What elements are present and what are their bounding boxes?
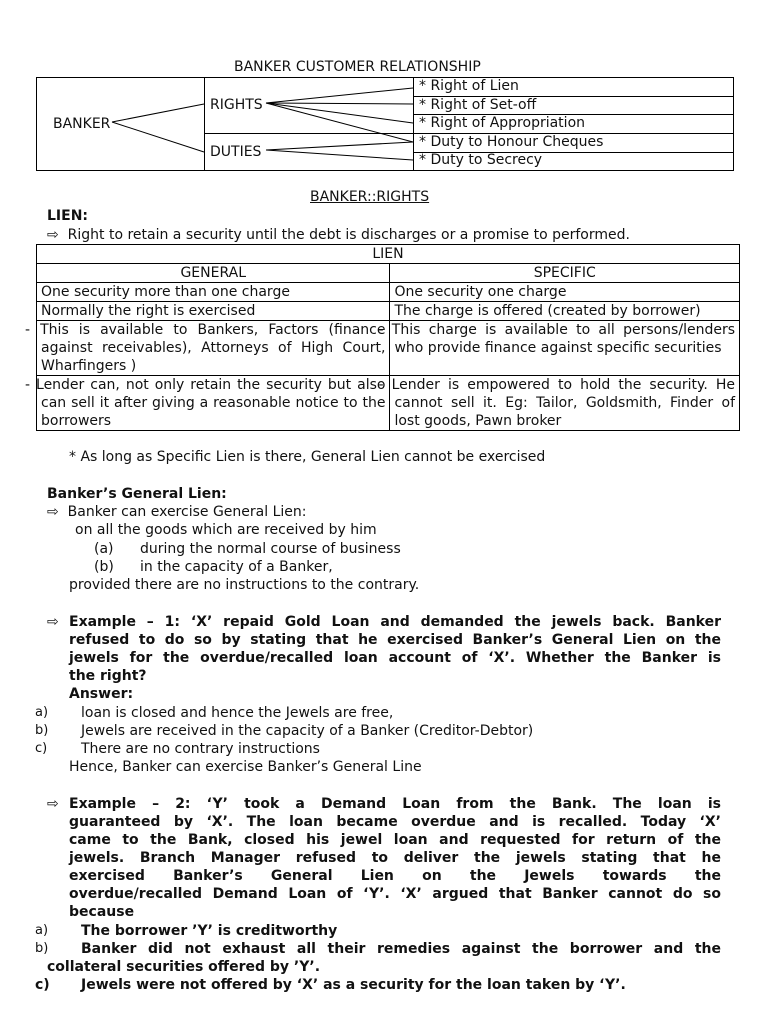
general-lien-a-text: during the normal course of business <box>140 541 401 557</box>
page-title: BANKER CUSTOMER RELATIONSHIP <box>234 59 481 75</box>
diagram-item: * Right of Set-off <box>419 97 537 113</box>
diagram-duties-label: DUTIES <box>210 144 262 160</box>
table-row <box>37 376 740 431</box>
table-caption-row <box>37 245 740 264</box>
diagram-banker-label: BANKER <box>53 116 111 132</box>
answer-label: c) <box>35 741 48 756</box>
example2-c-text: Jewels were not offered by ‘X’ as a security for the loan taken by ‘Y’. <box>81 977 626 993</box>
table-row <box>37 283 740 302</box>
table-caption: LIEN <box>37 245 740 264</box>
example2-line: guaranteed by ‘X’. The loan became overdue and is recalled. Today ‘X’ <box>69 814 721 830</box>
table-cell: - This is available to Bankers, Factors (finance against receivables), Attorneys of High Court, Wharfingers ) <box>37 321 390 376</box>
example2-b-text: Banker did not exhaust all their remedies against the borrower and the <box>81 941 721 957</box>
example2-c-label: c) <box>35 977 50 993</box>
connector-banker-duties <box>112 122 204 152</box>
diagram-item: * Right of Lien <box>419 78 519 94</box>
general-lien-heading: Banker’s General Lien: <box>47 486 227 502</box>
table-row <box>37 302 740 321</box>
column-header: GENERAL <box>37 264 390 283</box>
general-lien-a-label: (a) <box>94 541 114 557</box>
example1-line: refused to do so by stating that he exercised Banker’s General Lien on the <box>69 632 721 648</box>
answer-label: b) <box>35 723 49 738</box>
example2-line: jewels. Branch Manager refused to deliver the jewels stating that he <box>69 850 721 866</box>
answer-text: Jewels are received in the capacity of a Banker (Creditor-Debtor) <box>81 723 534 739</box>
general-lien-line1-text: Banker can exercise General Lien: <box>67 504 307 520</box>
diagram-outer-box <box>37 78 734 171</box>
example2-line: Example – 2: ‘Y’ took a Demand Loan from the Bank. The loan is <box>69 796 721 812</box>
table-cell: - This charge is available to all persons/lenders who provide finance against specific securities <box>390 321 740 376</box>
arrow-right-icon: ⇨ <box>47 614 59 630</box>
diagram-item: * Duty to Honour Cheques <box>419 134 604 150</box>
table-cell: One security one charge <box>390 283 740 302</box>
example2-line: overdue/recalled Demand Loan of ‘Y’. ‘X’ argued that Banker cannot do so <box>69 886 721 902</box>
diagram-lines <box>0 0 768 180</box>
example2-a-label: a) <box>35 923 49 938</box>
example1-conclusion: Hence, Banker can exercise Banker’s General Line <box>69 759 422 775</box>
example2-b-text-cont: collateral securities offered by ’Y’. <box>47 959 321 975</box>
example2-b-label: b) <box>35 941 49 956</box>
general-lien-b-text: in the capacity of a Banker, <box>140 559 333 575</box>
diagram-item: * Duty to Secrecy <box>419 152 543 168</box>
connector-banker-rights <box>112 104 204 122</box>
table-cell: One security more than one charge <box>37 283 390 302</box>
example1-line: the right? <box>69 668 147 684</box>
table-cell: - Lender can, not only retain the security but also can sell it after giving a reasonable notice to the borrowers <box>37 376 390 431</box>
arrow-right-icon: ⇨ <box>47 504 59 520</box>
general-lien-b-label: (b) <box>94 559 114 575</box>
example2-line: exercised Banker’s General Lien on the Jewels towards the <box>69 868 721 884</box>
answer-text: There are no contrary instructions <box>81 741 320 757</box>
general-lien-line1 <box>47 503 306 521</box>
arrow-right-icon: ⇨ <box>47 227 59 243</box>
diagram-rights-label: RIGHTS <box>210 97 263 113</box>
example1-line: Example – 1: ‘X’ repaid Gold Loan and demanded the jewels back. Banker <box>69 614 721 630</box>
lien-comparison-table <box>25 244 740 431</box>
table-cell: - Lender is empowered to hold the security. He cannot sell it. Eg: Tailor, Goldsmith, Finder of lost goods, Pawn broker <box>390 376 740 431</box>
example2-a-text: The borrower ’Y’ is creditworthy <box>81 923 338 939</box>
section-heading-rights: BANKER::RIGHTS <box>310 189 430 205</box>
lien-definition-text: Right to retain a security until the debt is discharges or a promise to performed. <box>67 227 630 243</box>
table-cell: Normally the right is exercised <box>37 302 390 321</box>
answer-text: loan is closed and hence the Jewels are free, <box>81 705 394 721</box>
lien-heading: LIEN: <box>47 208 89 224</box>
general-lien-proviso: provided there are no instructions to the contrary. <box>69 577 420 593</box>
example1-line: jewels for the overdue/recalled loan account of ‘X’. Whether the Banker is <box>69 650 721 666</box>
table-row <box>37 321 740 376</box>
table-header-row <box>37 264 740 283</box>
table-cell: The charge is offered (created by borrower) <box>390 302 740 321</box>
answer-label: a) <box>35 705 49 720</box>
example2-line: because <box>69 904 135 920</box>
lien-note: * As long as Specific Lien is there, General Lien cannot be exercised <box>69 449 546 465</box>
example2-line: came to the Bank, closed his jewel loan and requested for return of the <box>69 832 721 848</box>
arrow-right-icon: ⇨ <box>47 796 59 812</box>
general-lien-line2: on all the goods which are received by him <box>75 522 377 538</box>
example1-answer-label: Answer: <box>69 686 134 702</box>
column-header: SPECIFIC <box>390 264 740 283</box>
lien-definition <box>47 226 630 244</box>
diagram-item: * Right of Appropriation <box>419 115 586 131</box>
